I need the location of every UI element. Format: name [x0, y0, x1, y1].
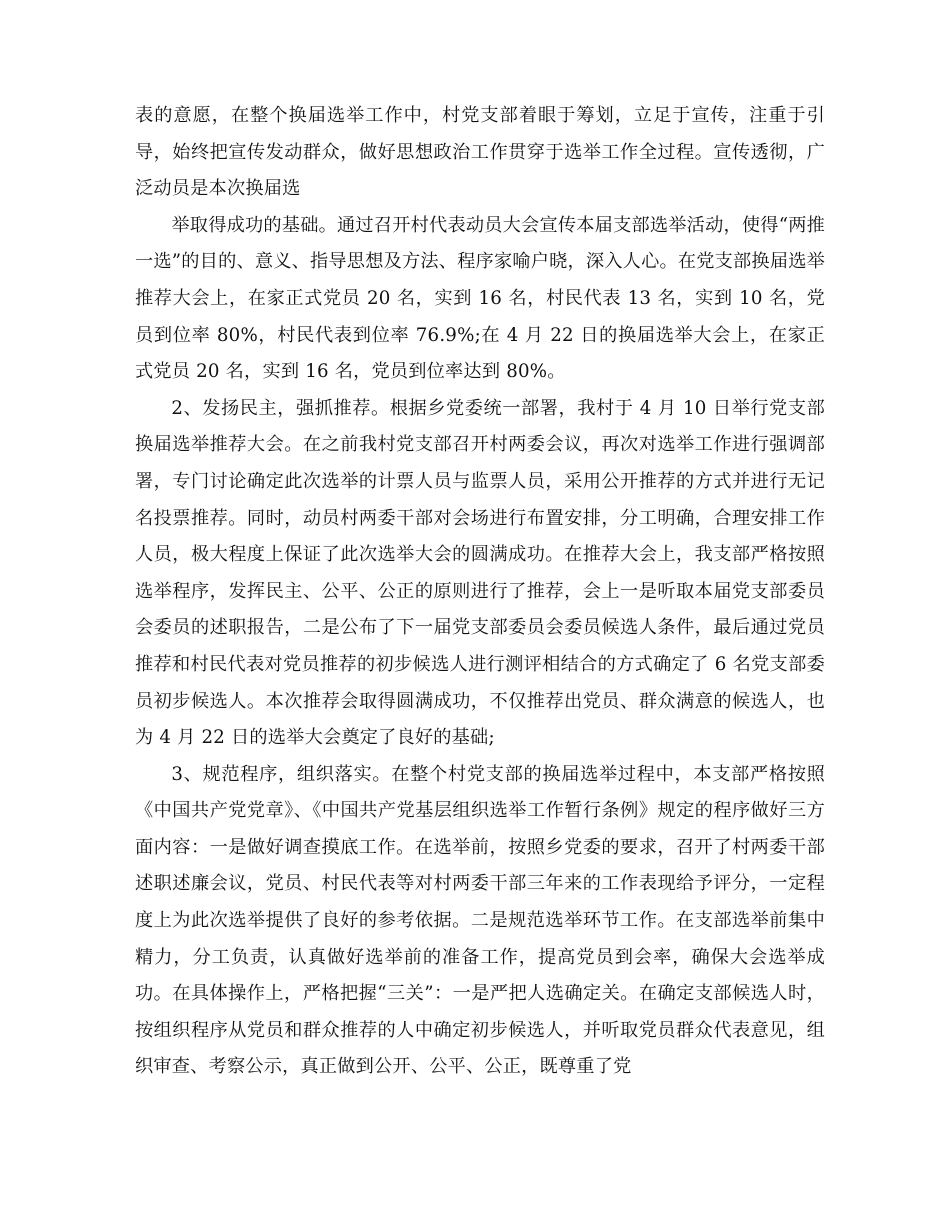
document-body: [135, 98, 825, 1086]
paragraph-4: 3、规范程序，组织落实。在整个村党支部的换届选举过程中，本支部严格按照《中国共产党党章》、《中国共产党基层组织选举工作暂行条例》规定的程序做好三方面内容：一是做好调查摸底工作。在选举前，按照乡党委的要求，召开了村两委干部述职述廉会议，党员、村民代表等对村两委干部三年来的工作表现给予评分，一定程度上为此次选举提供了良好的参考依据。二是规范选举环节工作。在支部选举前集中精力，分工负责，认真做好选举前的准备工作，提高党员到会率，确保大会选举成功。在具体操作上，严格把握“三关”：一是严把人选确定关。在确定支部候选人时，按组织程序从党员和群众推荐的人中确定初步候选人，并听取党员群众代表意见，组织审查、考察公示，真正做到公开、公平、公正，既尊重了党: [135, 763, 825, 1078]
paragraph-2: 举取得成功的基础。通过召开村代表动员大会宣传本届支部选举活动，使得“两推一选”的目的、意义、指导思想及方法、程序家喻户晓，深入人心。在党支部换届选举推荐大会上，在家正式党员 20 名，实到 16 名，村民代表 13 名，实到 10 名，党员到位率 80%，村民代表到位率 76.9%;在 4 月 22 日的换届选举大会上，在家正式党员 20 名，实到 16 名，党员到位率达到 80%。: [135, 214, 825, 383]
paragraph-1: 表的意愿，在整个换届选举工作中，村党支部着眼于筹划，立足于宣传，注重于引导，始终把宣传发动群众，做好思想政治工作贯穿于选举工作全过程。宣传透彻，广泛动员是本次换届选: [135, 105, 825, 200]
paragraph-3: 2、发扬民主，强抓推荐。根据乡党委统一部署，我村于 4 月 10 日举行党支部换届选举推荐大会。在之前我村党支部召开村两委会议，再次对选举工作进行强调部署，专门讨论确定此次选举的计票人员与监票人员，采用公开推荐的方式并进行无记名投票推荐。同时，动员村两委干部对会场进行布置安排，分工明确，合理安排工作人员，极大程度上保证了此次选举大会的圆满成功。在推荐大会上，我支部严格按照选举程序，发挥民主、公平、公正的原则进行了推荐，会上一是听取本届党支部委员会委员的述职报告，二是公布了下一届党支部委员会委员候选人条件，最后通过党员推荐和村民代表对党员推荐的初步候选人进行测评相结合的方式确定了 6 名党支部委员初步候选人。本次推荐会取得圆满成功，不仅推荐出党员、群众满意的候选人，也为 4 月 22 日的选举大会奠定了良好的基础;: [135, 397, 825, 749]
